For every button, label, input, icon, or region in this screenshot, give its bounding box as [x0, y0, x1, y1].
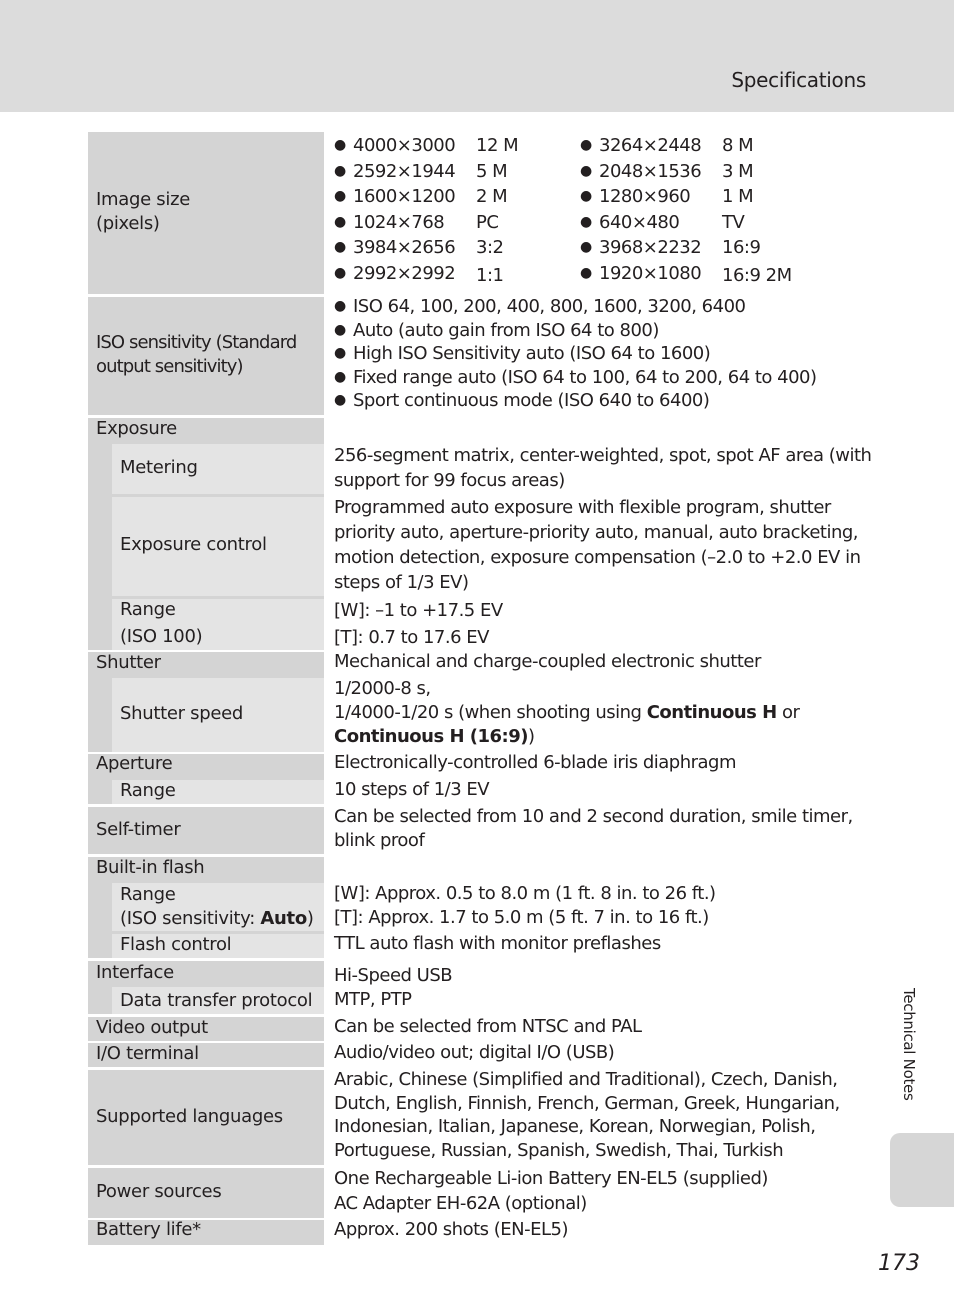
value-interface: Hi-Speed USB	[334, 965, 453, 986]
label-battery-life: Battery life*	[88, 1220, 324, 1245]
label-exposure: Exposure	[88, 418, 324, 650]
value-flash-range: [W]: Approx. 0.5 to 8.0 m (1 ft. 8 in. to 26 ft.) [T]: Approx. 1.7 to 5.0 m (5 ft. 7 in. to 16 ft.)	[334, 883, 716, 928]
value-metering: 256-segment matrix, center-weighted, spot, spot AF area (with support for 99 focus areas)	[334, 445, 872, 491]
list-item: ● 3968×2232	[580, 237, 702, 258]
value-shutter: Mechanical and charge-coupled electronic shutter	[334, 651, 761, 672]
list-item: ● 4000×3000	[334, 135, 456, 156]
list-item: ● 3984×2656	[334, 237, 456, 258]
label-flash-control: Flash control	[112, 934, 324, 958]
label-aperture: Aperture	[88, 754, 324, 804]
value-aperture: Electronically-controlled 6-blade iris diaphragm	[334, 752, 737, 773]
list-item: ● Auto (auto gain from ISO 64 to 800)	[334, 319, 659, 341]
label-iso-sensitivity: ISO sensitivity (Standard output sensitivity)	[88, 297, 324, 415]
label-video-output: Video output	[88, 1017, 324, 1041]
list-item: ● 3264×2448	[580, 135, 702, 156]
label-shutter-speed: Shutter speed	[112, 678, 324, 752]
label-self-timer: Self-timer	[88, 807, 324, 854]
label-builtin-flash: Built-in flash	[88, 857, 324, 958]
value-aperture-range: 10 steps of 1/3 EV	[334, 779, 490, 800]
label-io-terminal: I/O terminal	[88, 1043, 324, 1067]
value-power-sources: One Rechargeable Li-ion Battery EN-EL5 (supplied) AC Adapter EH-62A (optional)	[334, 1168, 768, 1214]
label-image-size: Image size (pixels)	[88, 132, 324, 294]
label-exposure-range: Range (ISO 100)	[112, 599, 324, 650]
label-metering: Metering	[112, 444, 324, 494]
value-data-transfer: MTP, PTP	[334, 989, 412, 1010]
image-size-tags-left: 12 M 5 M 2 M PC 3:2 1:1	[476, 135, 519, 286]
value-supported-languages: Arabic, Chinese (Simplified and Traditional), Czech, Danish, Dutch, English, Finnish, French, German, Greek, Hungarian, Indonesian, Italian, Japanese, Korean, Norwegian, Polish, Portuguese, Russian, Spanish, Swedish, Thai, Turkish	[334, 1069, 840, 1161]
label-interface: Interface	[88, 961, 324, 1014]
list-item: ● ISO 64, 100, 200, 400, 800, 1600, 3200, 6400	[334, 296, 746, 317]
label-exposure-control: Exposure control	[112, 497, 324, 596]
list-item: ● Fixed range auto (ISO 64 to 100, 64 to 200, 64 to 400)	[334, 366, 817, 388]
label-flash-range: Range (ISO sensitivity: Auto)	[112, 883, 324, 931]
list-item: ● 2048×1536	[580, 160, 702, 182]
list-item: ● 1280×960	[580, 186, 691, 207]
image-size-list-right	[580, 133, 701, 286]
image-size-list-left	[334, 133, 455, 286]
value-exposure-range: [W]: –1 to +17.5 EV [T]: 0.7 to 17.6 EV	[334, 600, 503, 648]
label-supported-languages: Supported languages	[88, 1070, 324, 1165]
value-shutter-speed: 1/2000-8 s, 1/4000-1/20 s (when shooting using Continuous H or Continuous H (16:9))	[334, 678, 800, 747]
header-band	[0, 0, 954, 112]
label-power-sources: Power sources	[88, 1168, 324, 1218]
value-battery-life: Approx. 200 shots (EN-EL5)	[334, 1219, 568, 1240]
list-item: ● High ISO Sensitivity auto (ISO 64 to 1600)	[334, 343, 711, 364]
list-item: ● 1600×1200	[334, 186, 456, 207]
side-section-label: Technical Notes	[900, 988, 918, 1101]
value-self-timer: Can be selected from 10 and 2 second duration, smile timer, blink proof	[334, 806, 853, 851]
value-video-output: Can be selected from NTSC and PAL	[334, 1016, 642, 1037]
list-item: ● 1920×1080	[580, 262, 702, 284]
label-aperture-range: Range	[112, 780, 324, 804]
list-item: ● 640×480	[580, 211, 680, 233]
list-item: ● 1024×768	[334, 211, 445, 233]
list-item: ● 2992×2992	[334, 262, 456, 284]
label-shutter: Shutter	[88, 652, 324, 752]
page-number: 173	[878, 1251, 920, 1276]
label-data-transfer: Data transfer protocol	[112, 987, 324, 1014]
image-size-tags-right: 8 M 3 M 1 M TV 16:9 16:9 2M	[722, 135, 792, 286]
value-flash-control: TTL auto flash with monitor preflashes	[334, 933, 661, 954]
value-io-terminal: Audio/video out; digital I/O (USB)	[334, 1042, 615, 1063]
list-item: ● 2592×1944	[334, 160, 456, 182]
list-item: ● Sport continuous mode (ISO 640 to 6400)	[334, 390, 710, 411]
section-title: Specifications	[731, 68, 866, 92]
side-section-tab	[890, 1133, 954, 1207]
value-exposure-control: Programmed auto exposure with flexible program, shutter priority auto, aperture-priority auto, manual, auto bracketing, motion detection, exposure compensation (–2.0 to +2.0 EV in steps of 1/3 EV)	[334, 497, 861, 593]
iso-value-list	[334, 295, 817, 413]
